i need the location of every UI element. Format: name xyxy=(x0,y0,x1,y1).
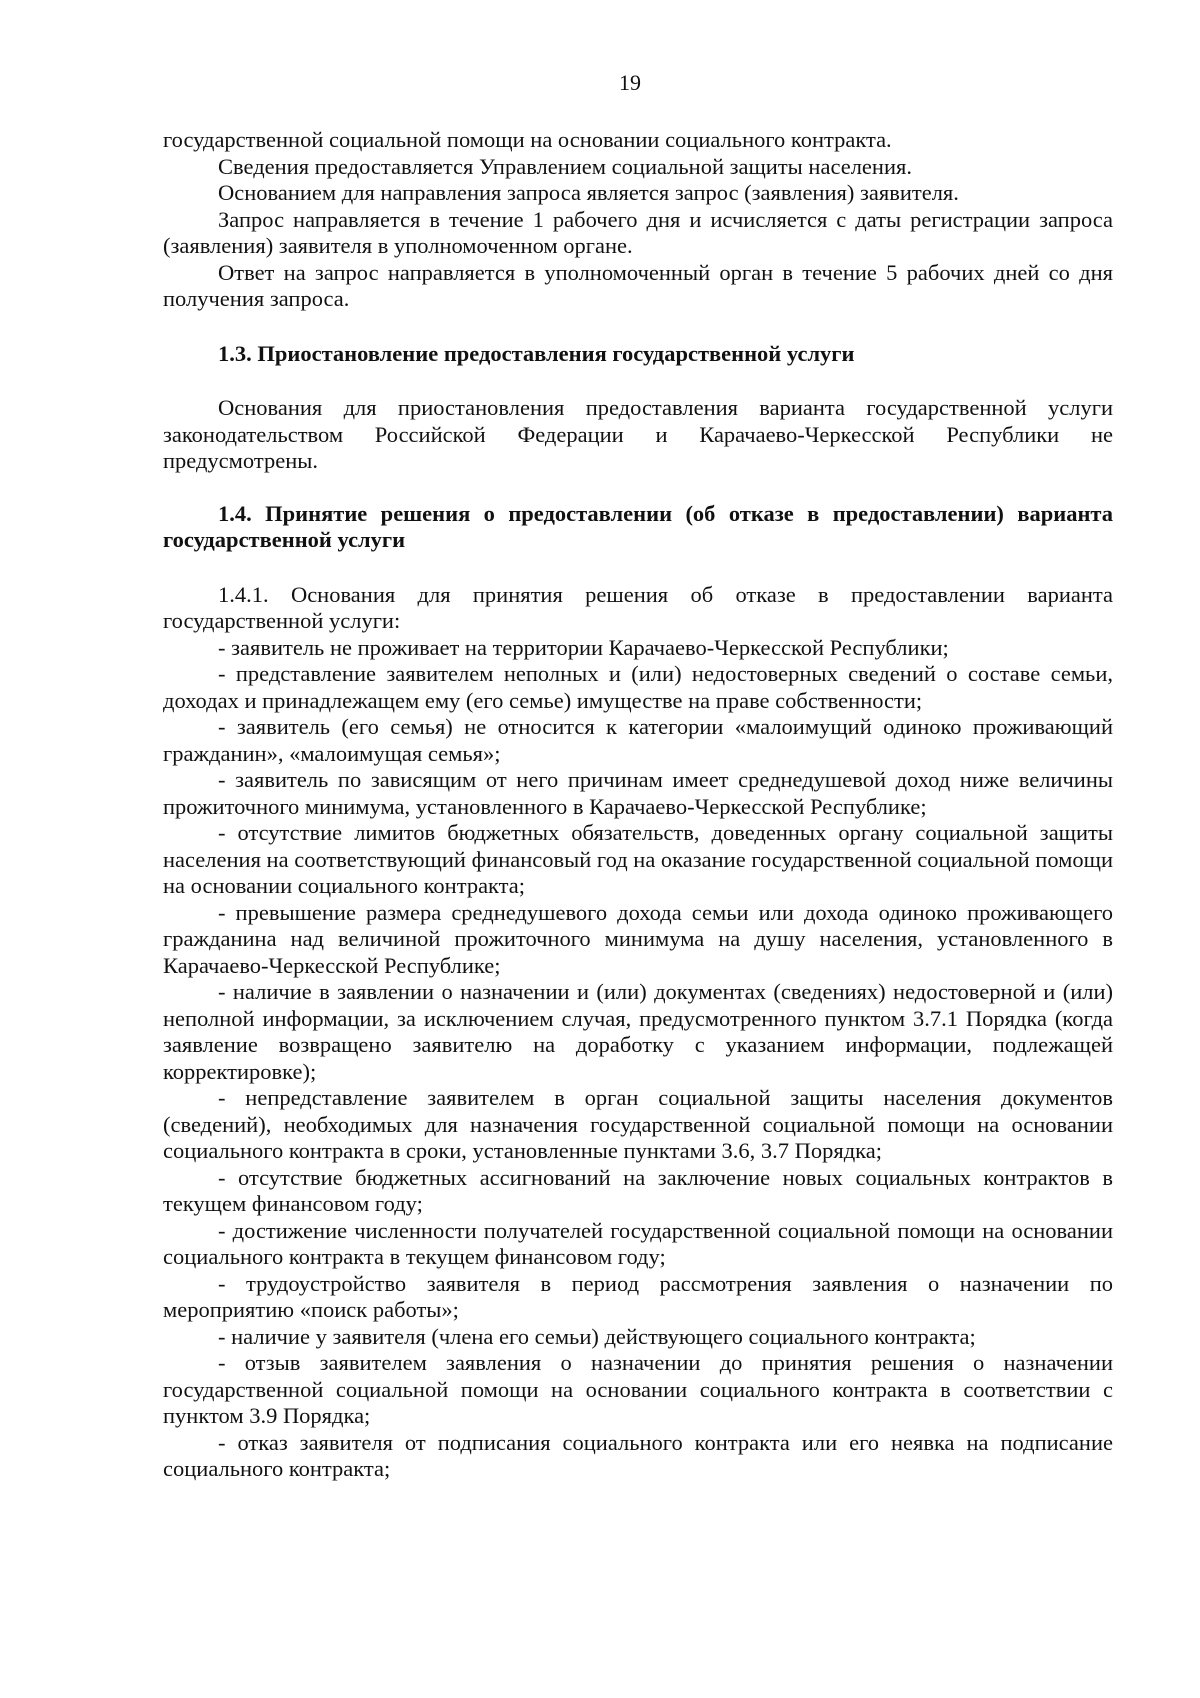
section-heading-1-3: 1.3. Приостановление предоставления государственной услуги xyxy=(218,340,855,366)
page-content xyxy=(163,127,1113,1483)
list-item: - наличие у заявителя (члена его семьи) действующего социального контракта; xyxy=(218,1323,976,1349)
section-body-1-3: Основания для приостановления предоставления варианта государственной услуги законодательством Российской Федерации и Карачаево-Черкесской Республики не предусмотрены. xyxy=(163,395,1113,473)
list-item: - отказ заявителя от подписания социального контракта или его неявка на подписание социального контракта; xyxy=(163,1429,1113,1481)
list-item: - заявитель по зависящим от него причинам имеет среднедушевой доход ниже величины прожиточного минимума, установленного в Карачаево-Черкесской Республике; xyxy=(163,767,1113,819)
list-item: - заявитель не проживает на территории Карачаево-Черкесской Республики; xyxy=(218,634,949,660)
list-item: - отсутствие бюджетных ассигнований на заключение новых социальных контрактов в текущем финансовом году; xyxy=(163,1164,1113,1216)
list-item: - наличие в заявлении о назначении и (или) документах (сведениях) недостоверной и (или) неполной информации, за исключением случая, предусмотренного пунктом 3.7.1 Порядка (когда заявление возвращено заявителю на доработку с указанием информации, подлежащей корректировке); xyxy=(163,979,1113,1084)
intro-block xyxy=(163,127,1113,313)
intro-paragraph: Ответ на запрос направляется в уполномоченный орган в течение 5 рабочих дней со дня получения запроса. xyxy=(163,259,1113,311)
intro-paragraph: Сведения предоставляется Управлением социальной защиты населения. xyxy=(218,153,912,179)
list-item: - превышение размера среднедушевого дохода семьи или дохода одиноко проживающего гражданина над величиной прожиточного минимума на душу населения, установленного в Карачаево-Черкесской Республике; xyxy=(163,899,1113,978)
page-number: 19 xyxy=(619,70,641,95)
list-item: - отзыв заявителем заявления о назначении до принятия решения о назначении государственной социальной помощи на основании социального контракта в соответствии с пунктом 3.9 Порядка; xyxy=(163,1350,1113,1428)
intro-paragraph: Запрос направляется в течение 1 рабочего дня и исчисляется с даты регистрации запроса (заявления) заявителя в уполномоченном органе. xyxy=(163,206,1113,258)
list-item: - отсутствие лимитов бюджетных обязательств, доведенных органу социальной защиты населения на соответствующий финансовый год на оказание государственной социальной помощи на основании социального контракта; xyxy=(163,820,1113,898)
section-intro-1-4-1: 1.4.1. Основания для принятия решения об отказе в предоставлении варианта государственной услуги: xyxy=(163,581,1113,633)
intro-paragraph: Основанием для направления запроса является запрос (заявления) заявителя. xyxy=(218,180,959,205)
section-heading-1-4: 1.4. Принятие решения о предоставлении (об отказе в предоставлении) варианта государственной услуги xyxy=(163,500,1113,552)
list-item: - непредставление заявителем в орган социальной защиты населения документов (сведений), необходимых для назначения государственной социальной помощи на основании социального контракта в сроки, установленные пунктами 3.6, 3.7 Порядка; xyxy=(163,1085,1113,1163)
refusal-grounds-list xyxy=(163,635,1113,1483)
list-item: - достижение численности получателей государственной социальной помощи на основании социального контракта в текущем финансовом году; xyxy=(163,1217,1113,1269)
list-item: - представление заявителем неполных и (или) недостоверных сведений о составе семьи, доходах и принадлежащем ему (его семье) имуществе на праве собственности; xyxy=(163,661,1113,713)
intro-paragraph: государственной социальной помощи на основании социального контракта. xyxy=(163,127,892,152)
list-item: - трудоустройство заявителя в период рассмотрения заявления о назначении по мероприятию «поиск работы»; xyxy=(163,1270,1113,1322)
list-item: - заявитель (его семья) не относится к категории «малоимущий одиноко проживающий гражданин», «малоимущая семья»; xyxy=(163,714,1113,766)
